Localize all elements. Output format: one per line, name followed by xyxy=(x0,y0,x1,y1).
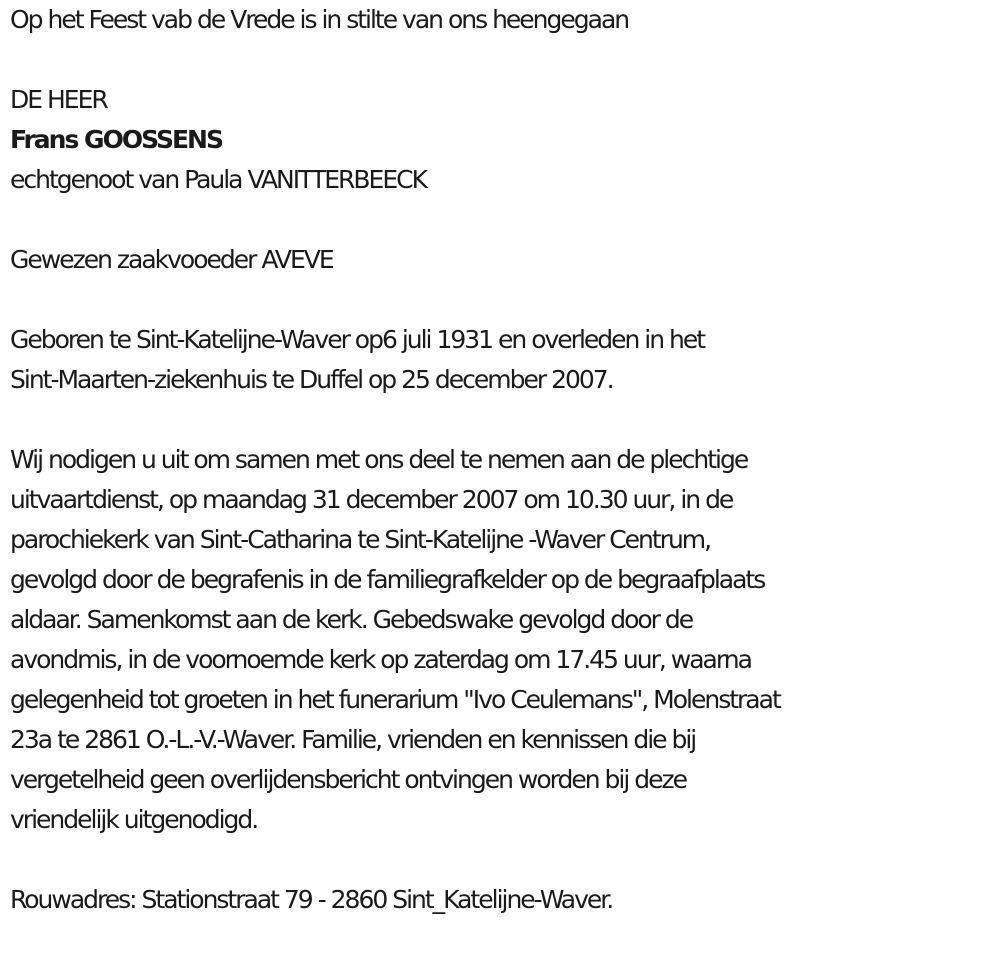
paragraph-line: gelegenheid tot groeten in het funerarium "Ivo Ceulemans", Molenstraat xyxy=(10,685,780,714)
spacer xyxy=(10,200,995,240)
paragraph-line: 23a te 2861 O.-L.-V.-Waver. Familie, vrienden en kennissen die bij xyxy=(10,725,696,754)
spacer xyxy=(10,280,995,320)
intro-line: Op het Feest vab de Vrede is in stilte van ons heengegaan xyxy=(10,5,629,34)
paragraph-line: gevolgd door de begrafenis in de familiegrafkelder op de begraafplaats xyxy=(10,565,765,594)
paragraph-line: Sint-Maarten-ziekenhuis te Duffel op 25 december 2007. xyxy=(10,365,613,394)
spacer xyxy=(10,840,995,880)
spouse-line: echtgenoot van Paula VANITTERBEECK xyxy=(10,165,426,194)
paragraph-line: uitvaartdienst, op maandag 31 december 2007 om 10.30 uur, in de xyxy=(10,485,733,514)
spacer xyxy=(10,400,995,440)
deceased-name: Frans GOOSSENS xyxy=(10,125,222,154)
mourning-address: Rouwadres: Stationstraat 79 - 2860 Sint_Katelijne-Waver. xyxy=(10,885,613,914)
paragraph-line: vergetelheid geen overlijdensbericht ontvingen worden bij deze xyxy=(10,765,686,794)
spacer xyxy=(10,40,995,80)
death-notice xyxy=(10,0,995,920)
paragraph-line: parochiekerk van Sint-Catharina te Sint-Katelijne -Waver Centrum, xyxy=(10,525,711,554)
paragraph-line: avondmis, in de voornoemde kerk op zaterdag om 17.45 uur, waarna xyxy=(10,645,751,674)
occupation-line: Gewezen zaakvooeder AVEVE xyxy=(10,245,333,274)
birth-death-paragraph xyxy=(10,320,995,400)
invitation-paragraph xyxy=(10,440,995,840)
paragraph-line: Wij nodigen u uit om samen met ons deel te nemen aan de plechtige xyxy=(10,445,748,474)
paragraph-line: vriendelijk uitgenodigd. xyxy=(10,805,258,834)
paragraph-line: aldaar. Samenkomst aan de kerk. Gebedswake gevolgd door de xyxy=(10,605,693,634)
paragraph-line: Geboren te Sint-Katelijne-Waver op6 juli 1931 en overleden in het xyxy=(10,325,705,354)
honorific: DE HEER xyxy=(10,85,107,114)
